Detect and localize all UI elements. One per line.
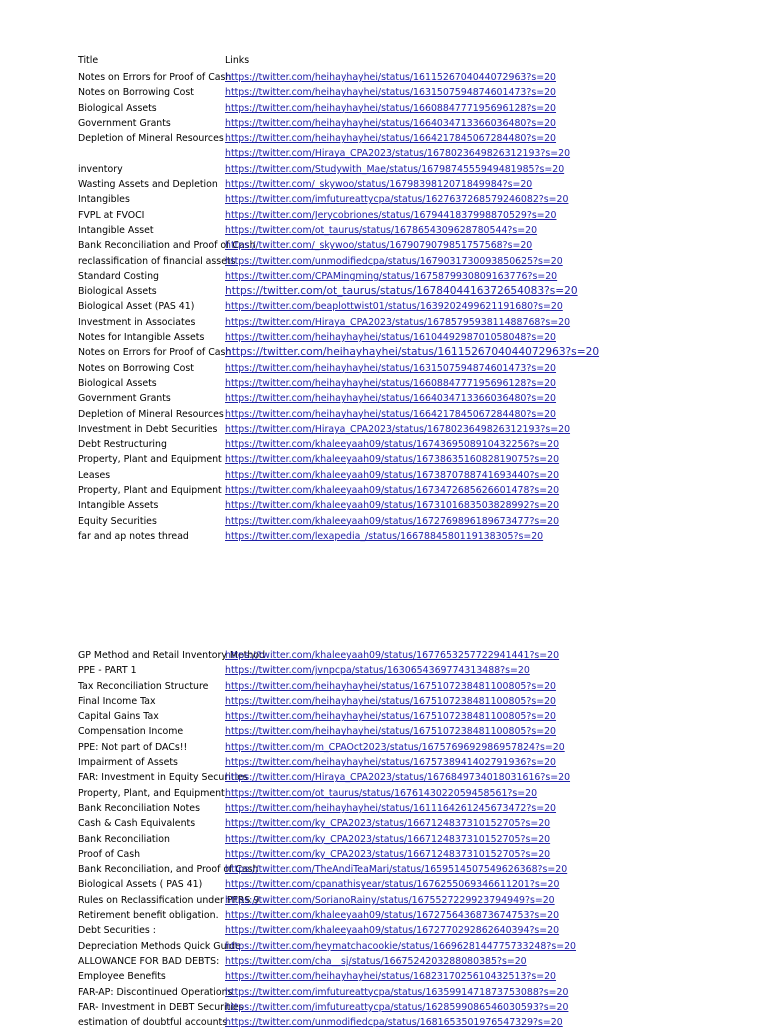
row-link[interactable]: https://twitter.com/lexapedia_/status/1667884580119138305?s=20 — [225, 530, 544, 542]
row-title: FAR-AP: Discontinued Operations — [78, 986, 233, 998]
row-title: Government Grants — [78, 117, 171, 129]
row-link[interactable]: https://twitter.com/heihayhayhei/status/1675107238481100805?s=20 — [225, 726, 557, 738]
row-link[interactable]: https://twitter.com/heymatchacookie/status/1669628144775733248?s=20 — [225, 940, 577, 952]
row-title: Biological Assets ( PAS 41) — [78, 879, 203, 891]
row-title: GP Method and Retail Inventory Method — [78, 650, 266, 661]
row-link[interactable]: https://twitter.com/heihayhayhei/status/1611526704044072963?s=20 — [225, 346, 600, 359]
row-link[interactable]: https://twitter.com/Hiraya_CPA2023/status/1676849734018031616?s=20 — [225, 772, 571, 784]
row-title: Depreciation Methods Quick Guide — [78, 940, 241, 952]
row-title: PPE - PART 1 — [78, 665, 137, 677]
row-title: Biological Assets — [78, 377, 157, 389]
row-title: estimation of doubtful accounts — [78, 1017, 228, 1029]
row-link[interactable]: https://twitter.com/_skywoo/status/1679839812071849984?s=20 — [225, 179, 533, 191]
row-link[interactable]: https://twitter.com/ot_taurus/status/1678654309628780544?s=20 — [225, 224, 538, 236]
row-link[interactable]: https://twitter.com/Hiraya_CPA2023/status/1678579593811488768?s=20 — [225, 316, 571, 328]
row-link[interactable]: https://twitter.com/ot_taurus/status/1676143022059458561?s=20 — [225, 787, 538, 799]
row-link[interactable]: https://twitter.com/heihayhayhei/status/1610449298701058048?s=20 — [225, 332, 557, 344]
row-title: Intangibles — [78, 194, 130, 206]
row-link[interactable]: https://twitter.com/Studywith_Mae/status/1679874555949481985?s=20 — [225, 163, 565, 175]
row-link[interactable]: https://twitter.com/heihayhayhei/status/1660884777195696128?s=20 — [225, 377, 557, 389]
row-title: Debt Restructuring — [78, 439, 167, 451]
row-title: Standard Costing — [78, 270, 159, 282]
row-link[interactable]: https://twitter.com/_skywoo/status/1679079079851757568?s=20 — [225, 240, 533, 252]
row-link[interactable]: https://twitter.com/beaplottwist01/status/1639202499621191680?s=20 — [225, 301, 563, 313]
row-title: Depletion of Mineral Resources — [78, 133, 224, 145]
row-title: Proof of Cash — [78, 848, 141, 860]
row-title: Intangible Asset — [78, 224, 154, 236]
row-link[interactable]: https://twitter.com/khaleeyaah09/status/1673870788741693440?s=20 — [225, 469, 560, 481]
row-link[interactable]: https://twitter.com/heihayhayhei/status/1611526704044072963?s=20 — [225, 72, 557, 83]
row-link[interactable]: https://twitter.com/heihayhayhei/status/1675107238481100805?s=20 — [225, 695, 557, 707]
row-link[interactable]: https://twitter.com/TheAndiTeaMari/status/1659514507549626368?s=20 — [225, 864, 568, 876]
row-title: Bank Reconciliation and Proof of Cash — [78, 240, 256, 252]
row-link[interactable]: https://twitter.com/heihayhayhei/status/1631507594874601473?s=20 — [225, 362, 557, 374]
row-link[interactable]: https://twitter.com/khaleeyaah09/status/1674369508910432256?s=20 — [225, 439, 560, 451]
title-column-header: Title — [78, 55, 99, 66]
row-link[interactable]: https://twitter.com/heihayhayhei/status/1682317025610432513?s=20 — [225, 971, 557, 983]
row-title: Debt Securities : — [78, 925, 156, 937]
row-link[interactable]: https://twitter.com/khaleeyaah09/status/1673863516082819075?s=20 — [225, 454, 560, 466]
row-title: Property, Plant, and Equipment — [78, 787, 225, 799]
row-link[interactable]: https://twitter.com/heihayhayhei/status/1675738941402791936?s=20 — [225, 757, 557, 769]
row-link[interactable]: https://twitter.com/imfutureattycpa/status/1635991471873753088?s=20 — [225, 986, 569, 998]
row-link[interactable]: https://twitter.com/heihayhayhei/status/1675107238481100805?s=20 — [225, 711, 557, 723]
row-title: Cash & Cash Equivalents — [78, 818, 196, 830]
row-link[interactable]: https://twitter.com/heihayhayhei/status/1631507594874601473?s=20 — [225, 87, 557, 99]
row-title: Final Income Tax — [78, 695, 156, 707]
row-link[interactable]: https://twitter.com/heihayhayhei/status/1611164261245673472?s=20 — [225, 802, 557, 814]
row-link[interactable]: https://twitter.com/Jerycobriones/status/1679441837998870529?s=20 — [225, 209, 557, 221]
row-link[interactable]: https://twitter.com/khaleeyaah09/status/1673101683503828992?s=20 — [225, 500, 560, 512]
row-title: FVPL at FVOCI — [78, 209, 145, 221]
row-title: Wasting Assets and Depletion — [78, 179, 218, 191]
row-link[interactable]: https://twitter.com/heihayhayhei/status/1664034713366036480?s=20 — [225, 117, 557, 129]
row-title: Notes on Errors for Proof of Cash — [78, 72, 232, 83]
row-title: Tax Reconciliation Structure — [78, 680, 209, 692]
row-title: Bank Reconciliation Notes — [78, 802, 200, 814]
row-link[interactable]: https://twitter.com/imfutureattycpa/status/1628599086546030593?s=20 — [225, 1001, 569, 1013]
row-title: Investment in Associates — [78, 316, 196, 328]
row-title: Capital Gains Tax — [78, 711, 159, 723]
row-link[interactable]: https://twitter.com/m_CPAOct2023/status/1675769692986957824?s=20 — [225, 741, 565, 753]
row-title: Biological Asset (PAS 41) — [78, 301, 195, 313]
row-title: ALLOWANCE FOR BAD DEBTS: — [78, 955, 220, 967]
row-link[interactable]: https://twitter.com/heihayhayhei/status/1664217845067284480?s=20 — [225, 133, 557, 145]
row-title: FAR- Investment in DEBT Securities — [78, 1001, 244, 1013]
row-link[interactable]: https://twitter.com/ky_CPA2023/status/1667124837310152705?s=20 — [225, 833, 551, 845]
row-link[interactable]: https://twitter.com/khaleeyaah09/status/1672770292862640394?s=20 — [225, 925, 560, 937]
row-title: Bank Reconciliation, and Proof of Cash — [78, 864, 259, 876]
row-title: Notes on Borrowing Cost — [78, 362, 194, 374]
row-link[interactable]: https://twitter.com/khaleeyaah09/status/1677653257722941441?s=20 — [225, 650, 560, 661]
row-title: Notes on Errors for Proof of Cash — [78, 347, 232, 359]
row-link[interactable]: https://twitter.com/khaleeyaah09/status/1672756436873674753?s=20 — [225, 910, 560, 922]
row-link[interactable]: https://twitter.com/Hiraya_CPA2023/status/1678023649826312193?s=20 — [225, 148, 571, 160]
row-link[interactable]: https://twitter.com/heihayhayhei/status/1675107238481100805?s=20 — [225, 680, 557, 692]
row-title: Property, Plant and Equipment — [78, 454, 222, 466]
row-link[interactable]: https://twitter.com/Hiraya_CPA2023/status/1678023649826312193?s=20 — [225, 423, 571, 435]
row-title: Bank Reconciliation — [78, 833, 170, 845]
row-title: Notes for Intangible Assets — [78, 332, 205, 344]
row-link[interactable]: https://twitter.com/imfutureattycpa/status/1627637268579246082?s=20 — [225, 194, 569, 206]
row-title: Employee Benefits — [78, 971, 166, 983]
row-link[interactable]: https://twitter.com/cha__sj/status/1667524203288080385?s=20 — [225, 955, 527, 967]
row-title: Retirement benefit obligation. — [78, 910, 219, 922]
row-title: Depletion of Mineral Resources — [78, 408, 224, 420]
row-title: Investment in Debt Securities — [78, 423, 218, 435]
row-title: Equity Securities — [78, 515, 157, 527]
row-link[interactable]: https://twitter.com/heihayhayhei/status/1664217845067284480?s=20 — [225, 408, 557, 420]
row-title: PPE: Not part of DACs!! — [78, 741, 188, 753]
row-title: Intangible Assets — [78, 500, 159, 512]
row-title: Notes on Borrowing Cost — [78, 87, 194, 99]
row-title: Biological Assets — [78, 102, 157, 114]
row-link[interactable]: https://twitter.com/heihayhayhei/status/1664034713366036480?s=20 — [225, 393, 557, 405]
row-link[interactable]: https://twitter.com/CPAMingming/status/1675879930809163776?s=20 — [225, 270, 558, 282]
links-column-header: Links — [225, 55, 250, 66]
row-title: Compensation Income — [78, 726, 184, 738]
row-link[interactable]: https://twitter.com/khaleeyaah09/status/1673472685626601478?s=20 — [225, 485, 560, 497]
row-link[interactable]: https://twitter.com/ot_taurus/status/1678404416372654083?s=20 — [225, 285, 578, 298]
row-link[interactable]: https://twitter.com/jvnpcpa/status/1630654369774313488?s=20 — [225, 665, 530, 677]
row-link[interactable]: https://twitter.com/cpanathisyear/status/1676255069346611201?s=20 — [225, 879, 560, 891]
row-title: reclassification of financial assets — [78, 255, 236, 267]
row-link[interactable]: https://twitter.com/ky_CPA2023/status/1667124837310152705?s=20 — [225, 818, 551, 830]
row-title: Biological Assets — [78, 286, 157, 298]
row-link[interactable]: https://twitter.com/khaleeyaah09/status/1672769896189673477?s=20 — [225, 515, 560, 527]
row-link[interactable]: https://twitter.com/unmodifiedcpa/status/1681653501976547329?s=20 — [225, 1017, 563, 1029]
row-link[interactable]: https://twitter.com/unmodifiedcpa/status/1679031730093850625?s=20 — [225, 255, 563, 267]
row-link[interactable]: https://twitter.com/ky_CPA2023/status/1667124837310152705?s=20 — [225, 848, 551, 860]
row-title: Impairment of Assets — [78, 757, 178, 769]
row-title: Government Grants — [78, 393, 171, 405]
row-link[interactable]: https://twitter.com/SorianoRainy/status/1675527229923794949?s=20 — [225, 894, 555, 906]
row-title: inventory — [78, 163, 123, 175]
row-title: FAR: Investment in Equity Securities — [78, 772, 248, 784]
row-title: Property, Plant and Equipment — [78, 485, 222, 497]
row-link[interactable]: https://twitter.com/heihayhayhei/status/1660884777195696128?s=20 — [225, 102, 557, 114]
row-title: far and ap notes thread — [78, 530, 189, 542]
row-title: Leases — [78, 469, 111, 481]
row-title: Rules on Reclassification under PFRS 9 — [78, 894, 260, 906]
